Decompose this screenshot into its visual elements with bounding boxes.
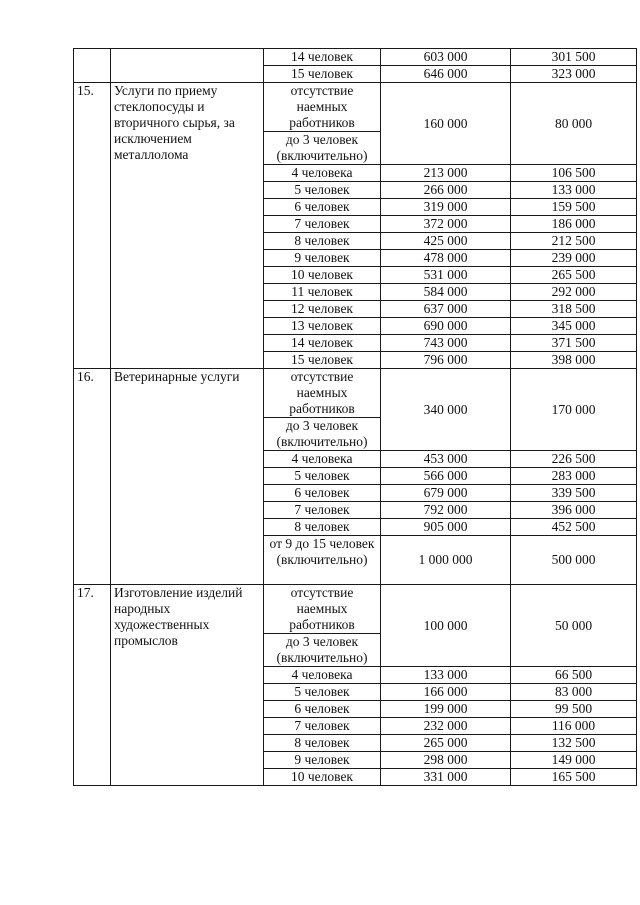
value1-cell: 603 000 [381, 49, 511, 66]
employees-cell: 7 человек [264, 718, 381, 735]
value2-cell: 339 500 [511, 485, 637, 502]
employees-cell: 7 человек [264, 502, 381, 519]
value1-cell: 372 000 [381, 216, 511, 233]
value1-cell: 796 000 [381, 352, 511, 369]
value2-cell: 186 000 [511, 216, 637, 233]
employees-cell: 4 человека [264, 165, 381, 182]
value1-cell: 690 000 [381, 318, 511, 335]
rates-table [73, 48, 637, 786]
service-name: Ветеринарные услуги [111, 369, 264, 585]
value2-cell: 452 500 [511, 519, 637, 536]
employees-cell: 10 человек [264, 267, 381, 284]
value2-cell: 396 000 [511, 502, 637, 519]
value2-cell: 500 000 [511, 536, 637, 585]
value1-cell: 425 000 [381, 233, 511, 250]
employees-cell: до 3 человек (включительно) [264, 634, 381, 667]
value2-cell: 283 000 [511, 468, 637, 485]
value2-cell: 226 500 [511, 451, 637, 468]
employees-cell: 13 человек [264, 318, 381, 335]
value2-cell: 116 000 [511, 718, 637, 735]
value2-cell: 170 000 [511, 369, 637, 451]
value2-cell: 50 000 [511, 585, 637, 667]
value2-cell: 106 500 [511, 165, 637, 182]
value1-cell: 637 000 [381, 301, 511, 318]
value2-cell: 323 000 [511, 66, 637, 83]
value1-cell: 331 000 [381, 769, 511, 786]
value1-cell: 646 000 [381, 66, 511, 83]
value1-cell: 531 000 [381, 267, 511, 284]
service-name-cell [111, 49, 264, 83]
value2-cell: 149 000 [511, 752, 637, 769]
value1-cell: 265 000 [381, 735, 511, 752]
employees-cell: 7 человек [264, 216, 381, 233]
rates-table-body [74, 49, 637, 786]
value1-cell: 905 000 [381, 519, 511, 536]
service-number: 16. [74, 369, 111, 585]
employees-cell: 15 человек [264, 66, 381, 83]
value2-cell: 301 500 [511, 49, 637, 66]
value1-cell: 319 000 [381, 199, 511, 216]
service-name: Услуги по приему стеклопосуды и вторичного сырья, за исключением металлолома [111, 83, 264, 369]
table-row [74, 49, 637, 66]
employees-cell: 5 человек [264, 468, 381, 485]
employees-cell: 4 человека [264, 667, 381, 684]
employees-cell: 15 человек [264, 352, 381, 369]
employees-cell: от 9 до 15 человек (включительно) [264, 536, 381, 585]
value2-cell: 345 000 [511, 318, 637, 335]
table-row [74, 585, 637, 634]
employees-cell: до 3 человек (включительно) [264, 418, 381, 451]
employees-cell: 8 человек [264, 519, 381, 536]
value2-cell: 212 500 [511, 233, 637, 250]
value2-cell: 292 000 [511, 284, 637, 301]
employees-cell: 11 человек [264, 284, 381, 301]
table-row [74, 369, 637, 418]
employees-cell: 5 человек [264, 684, 381, 701]
employees-cell: 9 человек [264, 752, 381, 769]
value1-cell: 160 000 [381, 83, 511, 165]
employees-cell: отсутствие наемных работников [264, 585, 381, 634]
employees-cell: отсутствие наемных работников [264, 369, 381, 418]
employees-cell: 6 человек [264, 199, 381, 216]
value2-cell: 165 500 [511, 769, 637, 786]
employees-cell: до 3 человек (включительно) [264, 132, 381, 165]
value1-cell: 232 000 [381, 718, 511, 735]
value2-cell: 133 000 [511, 182, 637, 199]
value2-cell: 80 000 [511, 83, 637, 165]
employees-cell: 8 человек [264, 735, 381, 752]
table-row [74, 83, 637, 132]
value2-cell: 318 500 [511, 301, 637, 318]
value2-cell: 265 500 [511, 267, 637, 284]
value1-cell: 679 000 [381, 485, 511, 502]
employees-cell: 5 человек [264, 182, 381, 199]
value1-cell: 199 000 [381, 701, 511, 718]
employees-cell: 14 человек [264, 49, 381, 66]
value1-cell: 298 000 [381, 752, 511, 769]
value2-cell: 99 500 [511, 701, 637, 718]
service-name: Изготовление изделий народных художественных промыслов [111, 585, 264, 786]
employees-cell: 12 человек [264, 301, 381, 318]
value1-cell: 584 000 [381, 284, 511, 301]
service-number: 15. [74, 83, 111, 369]
value2-cell: 398 000 [511, 352, 637, 369]
value2-cell: 239 000 [511, 250, 637, 267]
value2-cell: 66 500 [511, 667, 637, 684]
employees-cell: 6 человек [264, 485, 381, 502]
employees-cell: 6 человек [264, 701, 381, 718]
value1-cell: 566 000 [381, 468, 511, 485]
value1-cell: 133 000 [381, 667, 511, 684]
value1-cell: 340 000 [381, 369, 511, 451]
employees-cell: 10 человек [264, 769, 381, 786]
value1-cell: 100 000 [381, 585, 511, 667]
value1-cell: 1 000 000 [381, 536, 511, 585]
value1-cell: 213 000 [381, 165, 511, 182]
value2-cell: 371 500 [511, 335, 637, 352]
value1-cell: 743 000 [381, 335, 511, 352]
employees-cell: 8 человек [264, 233, 381, 250]
service-number: 17. [74, 585, 111, 786]
employees-cell: 4 человека [264, 451, 381, 468]
value2-cell: 132 500 [511, 735, 637, 752]
value1-cell: 266 000 [381, 182, 511, 199]
value1-cell: 453 000 [381, 451, 511, 468]
value2-cell: 83 000 [511, 684, 637, 701]
value2-cell: 159 500 [511, 199, 637, 216]
value1-cell: 792 000 [381, 502, 511, 519]
employees-cell: 14 человек [264, 335, 381, 352]
employees-cell: 9 человек [264, 250, 381, 267]
value1-cell: 478 000 [381, 250, 511, 267]
employees-cell: отсутствие наемных работников [264, 83, 381, 132]
service-number-cell [74, 49, 111, 83]
value1-cell: 166 000 [381, 684, 511, 701]
